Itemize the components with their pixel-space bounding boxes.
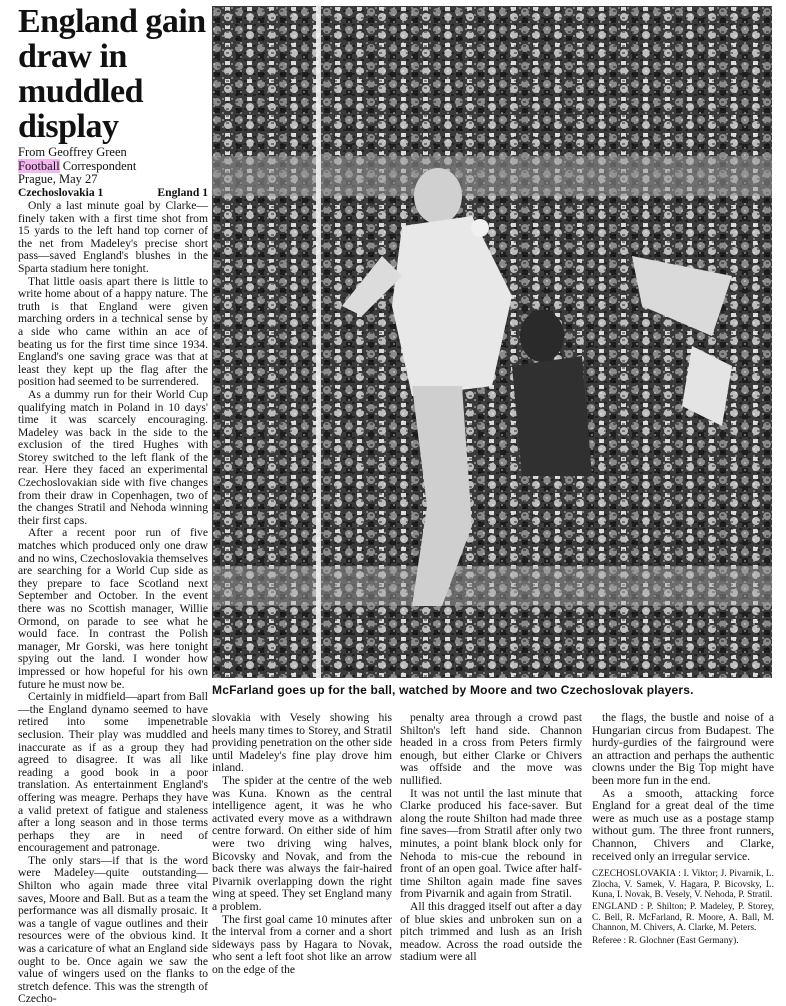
article-paragraph: After a recent poor run of five matches which produced only one draw and no wins, Czechoslovakia themselves are searching for a World Cup side as they prepare to face Scotland next September and October. In the event there was no Scottish manager, Willie Ormond, on parade to see what he would face. In contrast the Polish manager, Mr Gorski, was here tonight spying out the land. I wonder how impressed or how hopeful for his own future he must now be. (18, 526, 208, 691)
article-paragraph: As a dummy run for their World Cup qualifying match in Poland in 10 days' time it was scarcely encouraging. Madeley was back in the side to the exclusion of the tired Hughes with Storey switched to the left flank of the rear. Here they faced an experimental Czechoslovakian side with five changes from their draw in Copenhagen, two of the changes Stratil and Nehoda winning their first caps. (18, 387, 208, 527)
article-paragraph: The first goal came 10 minutes after the interval from a corner and a short sideways pass by Hagara to Novak, who sent a left foot shot like an arrow on the edge of the (212, 912, 392, 976)
article-paragraph: Certainly in midfield—apart from Ball—the England dynamo seemed to have retired into some impenetrable seclusion. Their play was muddled and inaccurate as if as a group they had agreed to disagree. It was all like reading a good book in a poor translation. As entertainment England's offering was meagre. Perhaps they have a valid pretext of fatigue and staleness after a long season and in those terms perhaps they are in need of encouragement and patronage. (18, 690, 208, 855)
article-paragraph: the flags, the bustle and noise of a Hungarian circus from Budapest. The hurdy-gurdies of the fairground were an attraction and perhaps the authentic clowns under the Big Top might have been more fun in the end. (592, 711, 774, 787)
article-paragraph: That little oasis apart there is little to write home about of a happy nature. The truth is that England were given marching orders in a technical sense by a side who came within an ace of beating us for the first time since 1934. England's one saving grace was that at least they kept up the flag after the position had seemed to be surrendered. (18, 274, 208, 389)
byline-author: From Geoffrey Green (18, 145, 127, 159)
highlighted-word: Football (18, 158, 60, 173)
score-line (18, 186, 208, 199)
byline-role-rest: Correspondent (59, 158, 137, 173)
team-players: P. Shilton; P. Madeley, P. Storey, C. Bell, R. McFarland, R. Moore, A. Ball, M. Channon, M. Chivers, A. Clarke, M. Peters. (592, 902, 775, 934)
article-paragraph: As a smooth, attacking force England for a great deal of the time were as much use as a postage stamp without gum. The three front runners, Channon, Chivers and Clarke, received only an irregular service. (592, 786, 774, 863)
team-players: I. Viktor; J. Pivarnik, L. Zlocha, V. Samek, V. Hagara, P. Bicovsky, L. Kuna, I. Novak, B. Vesely, V. Nehoda, P. Stratil. (592, 869, 775, 900)
article-paragraph: penalty area through a crowd past Shilton's left hand side. Channon headed in a cross from Peters firmly enough, but either Clarke or Chivers was offside and the move was nullified. (400, 711, 582, 787)
score-away: England 1 (157, 186, 208, 199)
article-paragraph: slovakia with Vesely showing his heels many times to Storey, and Stratil providing penetration on the other side until Madeley's fine play drove him inland. (212, 711, 392, 775)
photo-graphic (212, 6, 772, 678)
article-column-3 (400, 712, 582, 964)
article-column-2 (212, 712, 392, 976)
football-match-photo (212, 6, 772, 678)
dateline: Prague, May 27 (18, 172, 98, 186)
article-paragraph: The spider at the centre of the web was Kuna. Known as the central intelligence agent, it was he who activated every move as a withdrawn centre forward. On either side of him were two driving wing halves, Bicovsky and Novak, and from the back there was always the fair-haired Pivarnik overlapping down the right wing at speed. They set England many a problem. (212, 773, 392, 913)
referee-line: Referee : R. Glochner (East Germany). (592, 935, 739, 946)
byline-role (18, 160, 208, 174)
team-label: CZECHOSLOVAKIA : (592, 869, 681, 880)
score-home: Czechoslovakia 1 (18, 186, 104, 199)
football-icon (471, 219, 489, 237)
article-column-4 (592, 712, 774, 946)
article-column-1 (18, 200, 208, 1006)
article-paragraph: It was not until the last minute that Clarke produced his face-saver. But along the route Shilton had made three fine saves—from Stratil after only two minutes, a point blank block only for Nehoda to mis-cue the rebound in front of an open goal. Twice after half-time Shilton again made fine saves from Pivarnik and again from Stratil. (400, 786, 582, 901)
team-label: ENGLAND : (592, 902, 644, 913)
photo-caption: McFarland goes up for the ball, watched by Moore and two Czechoslovak players. (212, 683, 694, 697)
byline (18, 146, 208, 187)
article-paragraph: The only stars—if that is the word were Madeley—quite outstanding—Shilton who again made three vital saves, Moore and Ball. But as a team the performance was all dismally prosaic. It was a tangle of vague outlines and their resources were of the obvious kind. It was a caricature of what an England side ought to be. Once again we saw the value of wingers used on the flanks to stretch defence. This was the strength of Czecho- (18, 853, 208, 1006)
lineup-england (592, 902, 774, 933)
article-paragraph: Only a last minute goal by Clarke—finely taken with a first time shot from 15 yards to the left hand top corner of the net from Madeley's precise short pass—saved England's blushes in the Sparta stadium here tonight. (18, 199, 208, 275)
article-paragraph: All this dragged itself out after a day of blue skies and unbroken sun on a pitch trimmed and lush as an Irish meadow. Across the road outside the stadium were all (400, 899, 582, 964)
headline: England gain draw in muddled display (18, 3, 206, 145)
lineup-czechoslovakia (592, 869, 774, 900)
